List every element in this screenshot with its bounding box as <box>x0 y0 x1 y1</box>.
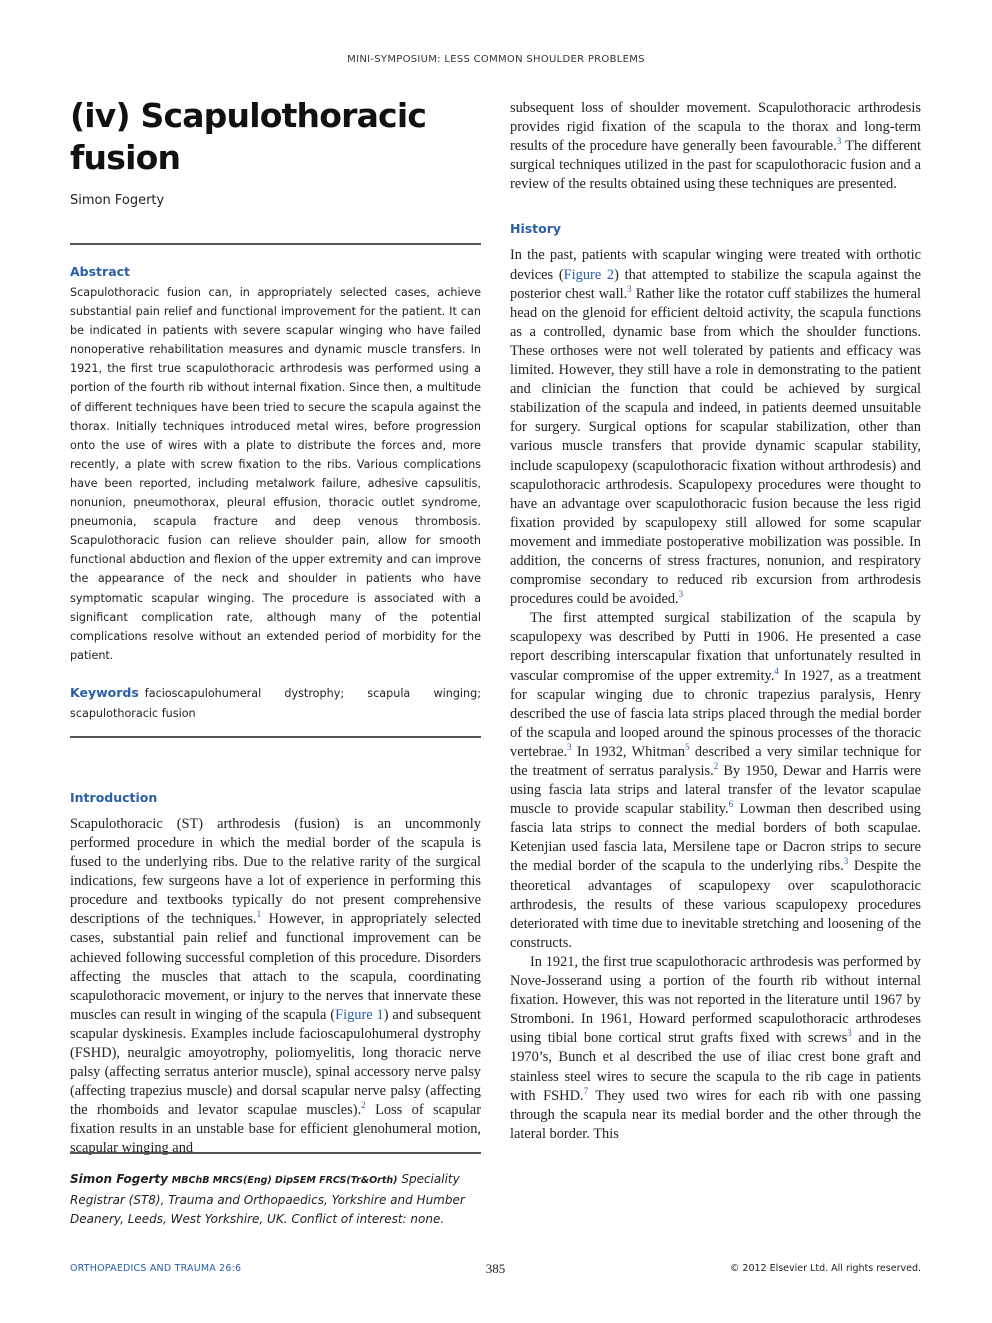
keywords-label: Keywords <box>70 684 139 700</box>
author-footnote <box>70 1170 481 1230</box>
left-column <box>70 95 481 1159</box>
footnote-divider <box>70 1152 481 1154</box>
page-footer <box>70 1261 921 1277</box>
history-paragraph-2: The first attempted surgical stabilization of the scapula by scapulopexy was described by Putti in 1906. He presented a case report describing interscapular fixation that unfortunately resulted in vascular compromise of the upper extremity.$^4$ In 1927, as a treatment for scapular winging due to chronic trapezius paralysis, Henry described the use of fascia lata strips placed through the medial border of the scapula and looped around the spinous processes of the thoracic vertebrae.$^3$ In 1932, Whitman$^5$ described a very similar technique for the treatment of serratus paralysis.$^2$ By 1950, Dewar and Harris were using fascia lata strips and lateral transfer of the levator scapulae muscle to provide scapular stability.$^6$ Lowman then described using fascia lata strips to connect the medial borders of both scapulae. Ketenjian used fascia lata, Mersilene tape or Dacron strips to secure the medial border of the scapula to the underlying ribs.$^3$ Despite the theoretical advantages of scapulopexy over scapulothoracic arthrodesis, the results of these various scapulopexy procedures deteriorated with time due to inevitable stretching and loosening of the constructs. <box>510 610 922 951</box>
footer-journal: ORTHOPAEDICS AND TRAUMA 26:6 <box>70 1263 242 1274</box>
citation-ref[interactable]: 6 <box>728 799 734 810</box>
citation-ref[interactable]: 3 <box>678 589 684 600</box>
page-number: 385 <box>485 1261 506 1276</box>
citation-ref[interactable]: 3 <box>627 283 632 294</box>
article-author: Simon Fogerty <box>70 193 165 208</box>
citation-ref[interactable]: 2 <box>713 761 719 772</box>
citation-ref[interactable]: 7 <box>583 1085 589 1096</box>
figure-1-link[interactable]: Figure 1 <box>335 1006 384 1023</box>
footnote-qualifications: MBChB MRCS(Eng) DipSEM FRCS(Tr&Orth) <box>171 1175 398 1186</box>
introduction-heading: Introduction <box>70 789 158 805</box>
citation-ref[interactable]: 1 <box>256 909 262 920</box>
abstract-heading: Abstract <box>70 264 131 279</box>
history-paragraph-3: In 1921, the first true scapulothoracic arthrodesis was performed by Nove-Josserand using a portion of the fourth rib without internal fixation. However, this was not reported in the literature until 1967 by Stromboni. In 1961, Howard performed scapulothoracic arthrodeses using tibial bone cortical strut grafts fixed with screws$^3$ and in the 1970’s, Bunch et al described the use of iliac crest bone graft and stainless steel wires to secure the scapula to the rib cage in patients with FSHD.$^7$ They used two wires for each rib with one passing through the scapula near its medial border and the other through the lateral border. This <box>510 953 921 1142</box>
history-heading: History <box>510 221 562 237</box>
article-title: (iv) Scapulothoracic fusion <box>70 96 427 177</box>
introduction-continued-paragraph: subsequent loss of shoulder movement. Scapulothoracic arthrodesis provides rigid fixation of the scapula to the thorax and long-term results of the procedure have generally been favourable.$^3$ The different surgical techniques utilized in the past for scapulothoracic fusion and a review of the results obtained using these techniques are presented. <box>510 100 921 193</box>
running-header: MINI-SYMPOSIUM: LESS COMMON SHOULDER PROBLEMS <box>347 54 645 65</box>
footer-copyright: © 2012 Elsevier Ltd. All rights reserved. <box>729 1263 921 1274</box>
citation-ref[interactable]: 3 <box>843 856 849 867</box>
citation-ref[interactable]: 3 <box>836 136 842 147</box>
abstract-top-divider <box>70 243 481 245</box>
figure-2-link[interactable]: Figure 2 <box>563 266 615 283</box>
abstract-bottom-divider <box>70 736 481 738</box>
citation-ref[interactable]: 2 <box>361 1100 366 1111</box>
citation-ref[interactable]: 3 <box>567 742 572 753</box>
citation-ref[interactable]: 4 <box>774 665 779 676</box>
introduction-paragraph: Scapulothoracic (ST) arthrodesis (fusion) is an uncommonly performed procedure in which the medial border of the scapula is fused to the underlying ribs. Due to the relative rarity of the surgical indications, few surgeons have a lot of experience in performing this procedure and textbooks typically do not present comprehensive descriptions of the techniques.$^1$ However, in appropriately selected cases, substantial pain relief and functional improvement can be achieved following successful completion of this procedure. Disorders affecting the muscles that attach to the scapula, coordinating scapulothoracic movement, or injury to the nerves that innervate these muscles can result in winging of the scapula (Figure 1) and subsequent scapular dyskinesis. Examples include facioscapulohumeral dystrophy (FSHD), neuralgic amoyotrophy, poliomyelitis, long thoracic nerve palsy (affecting serratus anterior muscle), spinal accessory nerve palsy (affecting trapezius muscle) and dorsal scapular nerve palsy (affecting the rhomboids and levator scapulae muscles).$^2$ Loss of scapular fixation results in an unstable base for efficient glenohumeral motion, scapular winging and <box>70 815 482 1157</box>
history-paragraph-1: In the past, patients with scapular winging were treated with orthotic devices (Figure 2) that attempted to stabilize the scapula against the posterior chest wall.$^3$ Rather like the rotator cuff stabilizes the humeral head on the glenoid for efficient deltoid activity, the scapula functions as a controlled, dynamic base from which the shoulder functions. These orthoses were not well tolerated by patients and efficacy was limited. However, they still have a role in demonstrating to the patient and clinician the function that could be achieved by surgical stabilization of the scapula and indeed, in patients deemed unsuitable for surgery. Surgical options for scapular stabilization, other than various muscle transfers that provide dynamic scapular stability, include scapulopexy (scapulothoracic fixation without arthrodesis) and scapulothoracic arthrodesis. Scapulopexy procedures were thought to have an advantage over scapulothoracic fusion because the less rigid fixation provided by scapulopexy still allowed for some scapular movement and immediate postoperative mobilization was possible. In addition, the concerns of stress fractures, nonunion, and respiratory compromise secondary to reduced rib excursion from arthrodesis procedures could be avoided.$^3$ <box>510 247 921 608</box>
keywords-text: facioscapulohumeral dystrophy; scapula winging; scapulothoracic fusion <box>70 686 481 720</box>
citation-ref[interactable]: 3 <box>847 1028 852 1039</box>
keywords <box>70 683 481 724</box>
abstract-text: Scapulothoracic fusion can, in appropriately selected cases, achieve substantial pain relief and functional improvement for the patient. It can be indicated in patients with severe scapular winging who have failed nonoperative rehabilitation measures and dynamic muscle transfers. In 1921, the first true scapulothoracic arthrodesis was performed using a portion of the fourth rib without internal fixation. Since then, a multitude of different techniques have been tried to secure the scapula against the thorax. Initially techniques introduced metal wires, before progression onto the use of wires with a plate to distribute the forces and, more recently, a plate with screw fixation to the ribs. Various complications have been reported, including metalwork failure, adhesive capsulitis, nonunion, pneumothorax, pleural effusion, thoracic outlet syndrome, pneumonia, scapula fracture and deep venous thrombosis. Scapulothoracic fusion can relieve shoulder pain, allow for smooth functional abduction and flexion of the upper extremity and can improve the appearance of the neck and shoulder in patients who have symptomatic scapular winging. The procedure is associated with a significant complication rate, although many of the potential complications resolve without an extended period of morbidity for the patient. <box>70 286 481 662</box>
footnote-author-name: Simon Fogerty <box>70 1172 168 1186</box>
footnote-affiliation: Speciality Registrar (ST8), Trauma and Orthopaedics, Yorkshire and Humber Deanery, Leeds, West Yorkshire, UK. Conflict of interest: none. <box>70 1172 465 1226</box>
citation-ref[interactable]: 5 <box>685 742 690 753</box>
right-column <box>510 99 921 1144</box>
